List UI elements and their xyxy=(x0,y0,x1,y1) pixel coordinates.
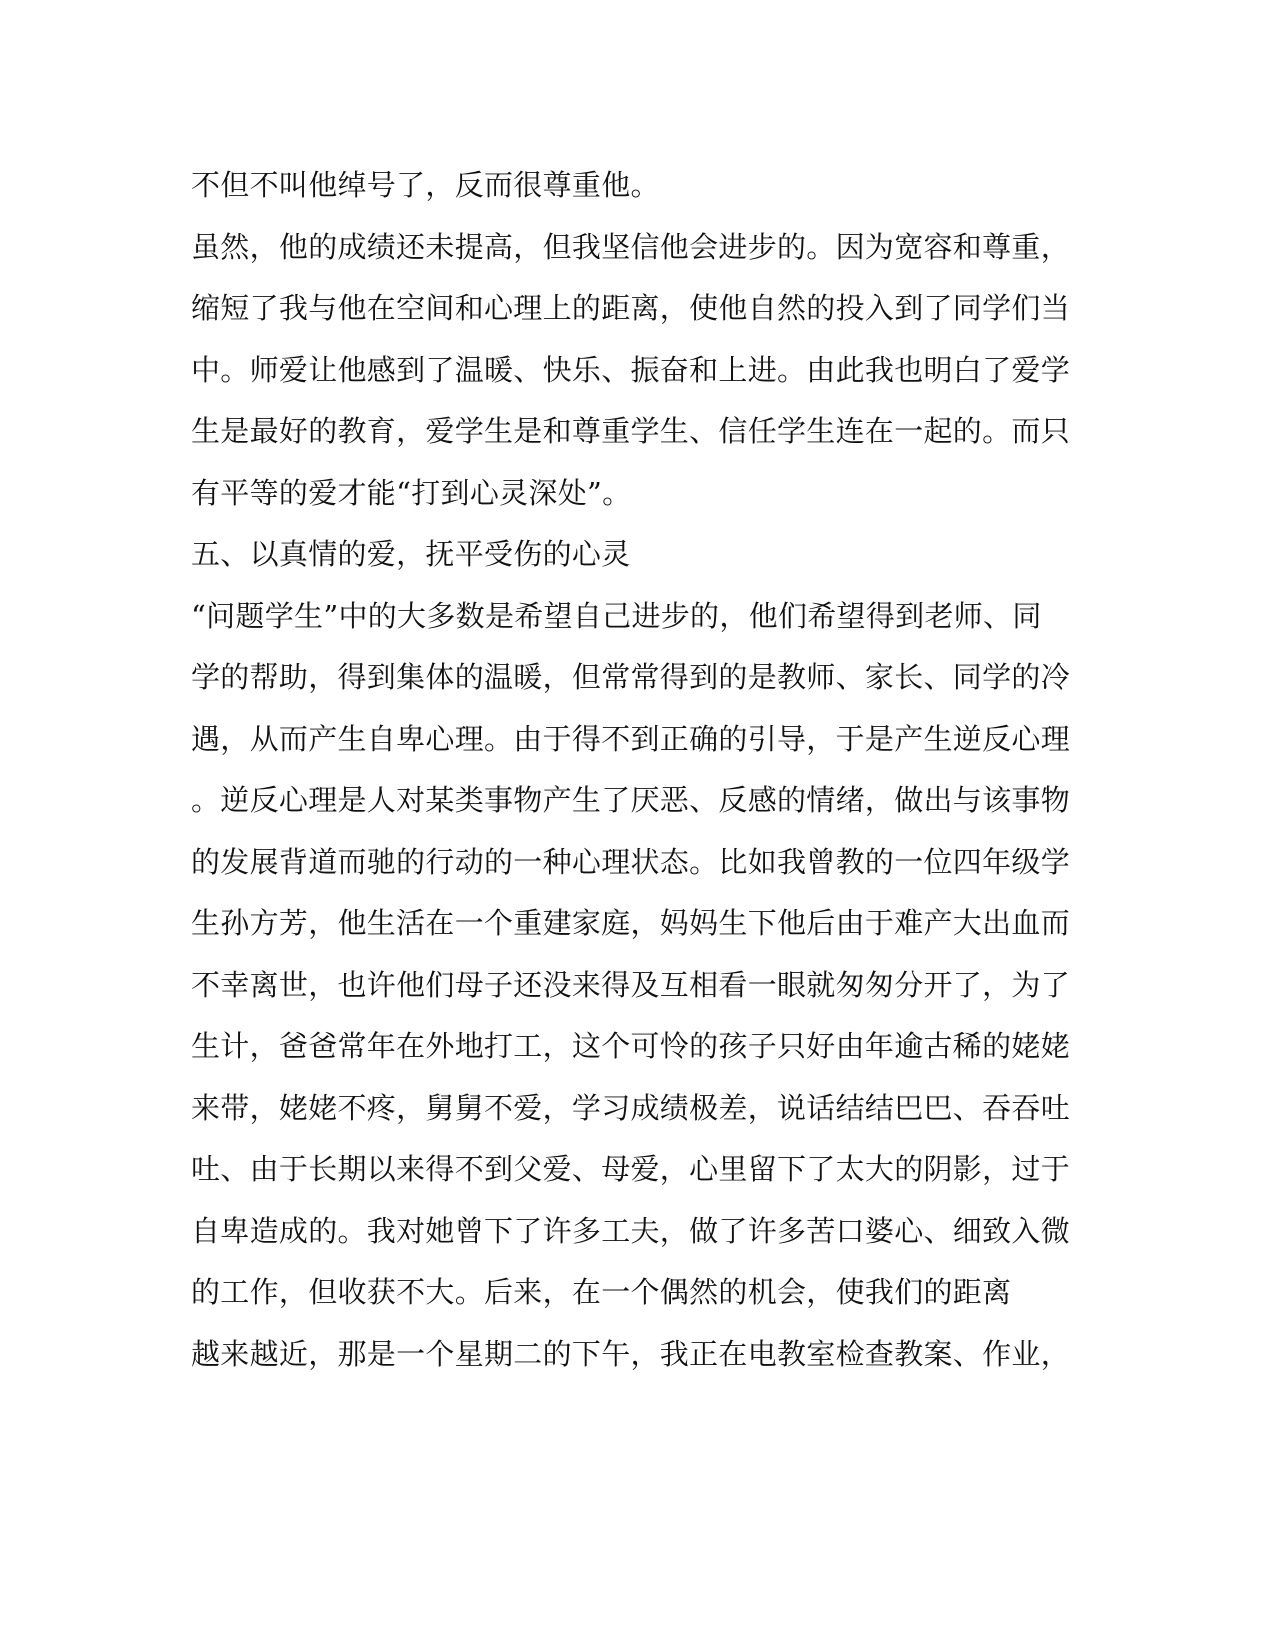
text-line: 不幸离世，也许他们母子还没来得及互相看一眼就匆匆分开了，为了 xyxy=(191,968,1071,1002)
text-line: 越来越近，那是一个星期二的下午，我正在电教室检查教案、作业， xyxy=(191,1337,1071,1371)
text-line: 生是最好的教育，爱学生是和尊重学生、信任学生连在一起的。而只 xyxy=(191,414,1071,448)
text-line: 中。师爱让他感到了温暖、快乐、振奋和上进。由此我也明白了爱学 xyxy=(191,353,1071,387)
text-line: 生孙方芳，他生活在一个重建家庭，妈妈生下他后由于难产大出血而 xyxy=(191,906,1071,940)
text-line: “问题学生”中的大多数是希望自己进步的，他们希望得到老师、同 xyxy=(191,599,1042,633)
text-line: 的发展背道而驰的行动的一种心理状态。比如我曾教的一位四年级学 xyxy=(191,845,1071,879)
section-heading: 五、以真情的爱，抚平受伤的心灵 xyxy=(191,537,631,571)
text-line: 学的帮助，得到集体的温暖，但常常得到的是教师、家长、同学的冷 xyxy=(191,660,1071,694)
text-line: 不但不叫他绰号了，反而很尊重他。 xyxy=(191,168,660,202)
text-line: 的工作，但收获不大。后来，在一个偶然的机会，使我们的距离 xyxy=(191,1275,1012,1309)
text-line: 自卑造成的。我对她曾下了许多工夫，做了许多苦口婆心、细致入微 xyxy=(191,1214,1071,1248)
text-line: 虽然，他的成绩还未提高，但我坚信他会进步的。因为宽容和尊重， xyxy=(191,230,1071,264)
text-line: 生计，爸爸常年在外地打工，这个可怜的孩子只好由年逾古稀的姥姥 xyxy=(191,1029,1071,1063)
text-line: 来带，姥姥不疼，舅舅不爱，学习成绩极差，说话结结巴巴、吞吞吐 xyxy=(191,1091,1071,1125)
text-line: 遇，从而产生自卑心理。由于得不到正确的引导，于是产生逆反心理 xyxy=(191,722,1071,756)
text-line: 。逆反心理是人对某类事物产生了厌恶、反感的情绪，做出与该事物 xyxy=(191,783,1071,817)
text-line: 吐、由于长期以来得不到父爱、母爱，心里留下了太大的阴影，过于 xyxy=(191,1152,1071,1186)
text-line: 缩短了我与他在空间和心理上的距离，使他自然的投入到了同学们当 xyxy=(191,291,1071,325)
text-line: 有平等的爱才能“打到心灵深处”。 xyxy=(191,476,632,510)
